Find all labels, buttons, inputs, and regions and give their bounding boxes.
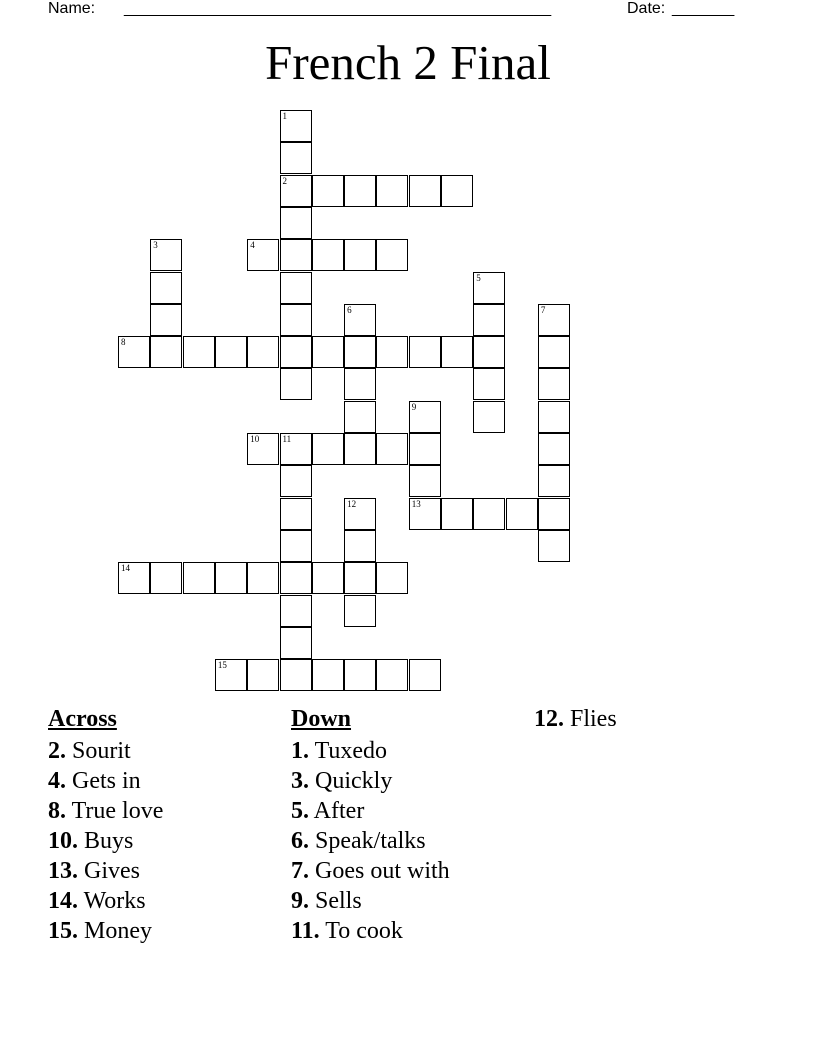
clue-number: 12 — [347, 498, 357, 509]
clue-text: To cook — [319, 918, 403, 944]
clue-text: Gets in — [66, 768, 141, 794]
grid-cell[interactable] — [280, 110, 312, 142]
clue-number: 13 — [411, 498, 421, 509]
clue-number-label: 8. — [48, 798, 66, 824]
across-clue — [48, 856, 163, 886]
clue-text: After — [309, 798, 365, 824]
clue-number-label: 1. — [291, 738, 309, 764]
grid-cell[interactable] — [280, 142, 312, 174]
grid-cell[interactable] — [376, 175, 408, 207]
grid-cell[interactable] — [409, 659, 441, 691]
clue-text: Works — [78, 888, 146, 914]
clue-number: 8 — [121, 337, 126, 348]
across-clue — [48, 796, 163, 826]
clue-number: 6 — [347, 304, 352, 315]
down-clue — [291, 916, 450, 946]
clue-number-label: 10. — [48, 828, 78, 854]
clue-number: 14 — [121, 563, 130, 574]
grid-cell[interactable] — [376, 433, 408, 465]
grid-cell[interactable] — [215, 336, 247, 368]
grid-cell[interactable] — [247, 659, 279, 691]
clue-text: Money — [78, 918, 152, 944]
grid-cell[interactable] — [344, 304, 376, 336]
grid-cell[interactable] — [280, 239, 312, 271]
clue-number-label: 3. — [291, 768, 309, 794]
clue-number: 11 — [282, 434, 292, 444]
clue-number-label: 6. — [291, 828, 309, 854]
grid-cell[interactable] — [247, 239, 279, 271]
grid-cell[interactable] — [538, 304, 570, 336]
grid-cell[interactable] — [344, 659, 376, 691]
grid-cell[interactable] — [247, 433, 279, 465]
grid-cell[interactable] — [376, 659, 408, 691]
across-clue — [48, 916, 163, 946]
grid-cell[interactable] — [280, 433, 312, 465]
down-clue — [291, 766, 450, 796]
grid-cell[interactable] — [538, 465, 570, 497]
clue-text: Gives — [78, 858, 140, 884]
grid-cell[interactable] — [344, 498, 376, 530]
grid-cell[interactable] — [247, 336, 279, 368]
grid-cell[interactable] — [376, 336, 408, 368]
grid-cell[interactable] — [409, 401, 441, 433]
clue-number-label: 2. — [48, 738, 66, 764]
grid-cell[interactable] — [344, 595, 376, 627]
grid-cell[interactable] — [312, 562, 344, 594]
grid-cell[interactable] — [344, 433, 376, 465]
clue-number: 15 — [217, 660, 227, 671]
grid-cell[interactable] — [473, 336, 505, 368]
grid-cell[interactable] — [376, 239, 408, 271]
grid-cell[interactable] — [344, 530, 376, 562]
grid-cell[interactable] — [280, 627, 312, 659]
grid-cell[interactable] — [473, 304, 505, 336]
grid-cell[interactable] — [280, 304, 312, 336]
page-title: French 2 Final — [265, 35, 551, 90]
grid-cell[interactable] — [538, 336, 570, 368]
clue-number: 4 — [250, 240, 255, 251]
grid-cell[interactable] — [150, 336, 182, 368]
grid-cell[interactable] — [312, 336, 344, 368]
clue-number-label: 14. — [48, 888, 78, 914]
clue-text: Sourit — [66, 738, 131, 764]
grid-cell[interactable] — [118, 562, 150, 594]
clue-text: Speak/talks — [309, 828, 426, 854]
grid-cell[interactable] — [280, 659, 312, 691]
down-clue — [291, 886, 450, 916]
grid-cell[interactable] — [473, 498, 505, 530]
grid-cell[interactable] — [280, 530, 312, 562]
down-clues — [291, 704, 450, 946]
grid-cell[interactable] — [215, 659, 247, 691]
grid-cell[interactable] — [312, 659, 344, 691]
clue-number: 9 — [411, 401, 417, 412]
down-clue — [534, 704, 617, 734]
clue-text: Sells — [309, 888, 362, 914]
grid-cell[interactable] — [538, 401, 570, 433]
across-clue — [48, 826, 163, 856]
grid-cell[interactable] — [441, 175, 473, 207]
grid-cell[interactable] — [344, 336, 376, 368]
grid-cell[interactable] — [183, 336, 215, 368]
grid-cell[interactable] — [409, 465, 441, 497]
name-line: ________________________________________________ — [124, 0, 552, 17]
grid-cell[interactable] — [344, 368, 376, 400]
grid-cell[interactable] — [215, 562, 247, 594]
clue-number-label: 12. — [534, 706, 564, 732]
grid-cell[interactable] — [538, 530, 570, 562]
grid-cell[interactable] — [441, 498, 473, 530]
grid-cell[interactable] — [409, 336, 441, 368]
grid-cell[interactable] — [312, 175, 344, 207]
name-label: Name: — [48, 0, 96, 17]
grid-cell[interactable] — [312, 239, 344, 271]
grid-cell[interactable] — [150, 562, 182, 594]
grid-cell[interactable] — [183, 562, 215, 594]
grid-cell[interactable] — [409, 433, 441, 465]
clue-number-label: 15. — [48, 918, 78, 944]
grid-cell[interactable] — [280, 465, 312, 497]
clue-text: Buys — [78, 828, 134, 854]
grid-cell[interactable] — [280, 498, 312, 530]
grid-cell[interactable] — [280, 595, 312, 627]
across-clue — [48, 736, 163, 766]
clue-number-label: 7. — [291, 858, 309, 884]
grid-cell[interactable] — [150, 304, 182, 336]
clue-number: 1 — [282, 111, 287, 121]
clue-text: Flies — [564, 706, 617, 732]
across-clue — [48, 766, 163, 796]
clue-number: 3 — [153, 240, 158, 251]
date-line: _______ — [672, 0, 735, 17]
grid-cell[interactable] — [409, 498, 441, 530]
clue-number: 10 — [250, 434, 260, 444]
across-clue — [48, 886, 163, 916]
clue-text: True love — [66, 798, 164, 824]
down-heading: Down — [291, 706, 352, 732]
grid-cell[interactable] — [280, 207, 312, 239]
down-clue — [291, 856, 450, 886]
grid-cell[interactable] — [538, 433, 570, 465]
across-clues — [48, 704, 163, 946]
grid-cell[interactable] — [312, 433, 344, 465]
grid-cell[interactable] — [247, 562, 279, 594]
grid-cell[interactable] — [344, 175, 376, 207]
clue-number-label: 5. — [291, 798, 309, 824]
grid-cell[interactable] — [280, 368, 312, 400]
grid-cell[interactable] — [280, 175, 312, 207]
date-label: Date: — [627, 0, 666, 17]
grid-cell[interactable] — [280, 336, 312, 368]
grid-cell[interactable] — [150, 239, 182, 271]
clue-text: Quickly — [309, 768, 393, 794]
grid-cell[interactable] — [441, 336, 473, 368]
clue-number: 7 — [540, 304, 546, 315]
clue-number-label: 9. — [291, 888, 309, 914]
grid-cell[interactable] — [376, 562, 408, 594]
grid-cell[interactable] — [280, 272, 312, 304]
grid-cell[interactable] — [118, 336, 150, 368]
grid-cell[interactable] — [409, 175, 441, 207]
clue-number-label: 11. — [291, 918, 320, 944]
grid-cell[interactable] — [538, 498, 570, 530]
grid-cell[interactable] — [473, 272, 505, 304]
clue-number: 5 — [476, 272, 481, 283]
down-clue — [291, 736, 450, 766]
grid-cell[interactable] — [344, 562, 376, 594]
clue-text: Tuxedo — [309, 738, 388, 764]
grid-cell[interactable] — [473, 368, 505, 400]
grid-cell[interactable] — [506, 498, 538, 530]
down-clue — [291, 796, 450, 826]
grid-cell[interactable] — [344, 401, 376, 433]
clue-number-label: 13. — [48, 858, 78, 884]
grid-cell[interactable] — [280, 562, 312, 594]
grid-cell[interactable] — [344, 239, 376, 271]
down-clues-continued — [534, 704, 617, 734]
clue-text: Goes out with — [309, 858, 450, 884]
grid-cell[interactable] — [473, 401, 505, 433]
grid-cell[interactable] — [150, 272, 182, 304]
down-clue — [291, 826, 450, 856]
across-heading: Across — [48, 706, 117, 732]
clue-number-label: 4. — [48, 768, 66, 794]
clue-number: 2 — [282, 175, 287, 186]
grid-cell[interactable] — [538, 368, 570, 400]
